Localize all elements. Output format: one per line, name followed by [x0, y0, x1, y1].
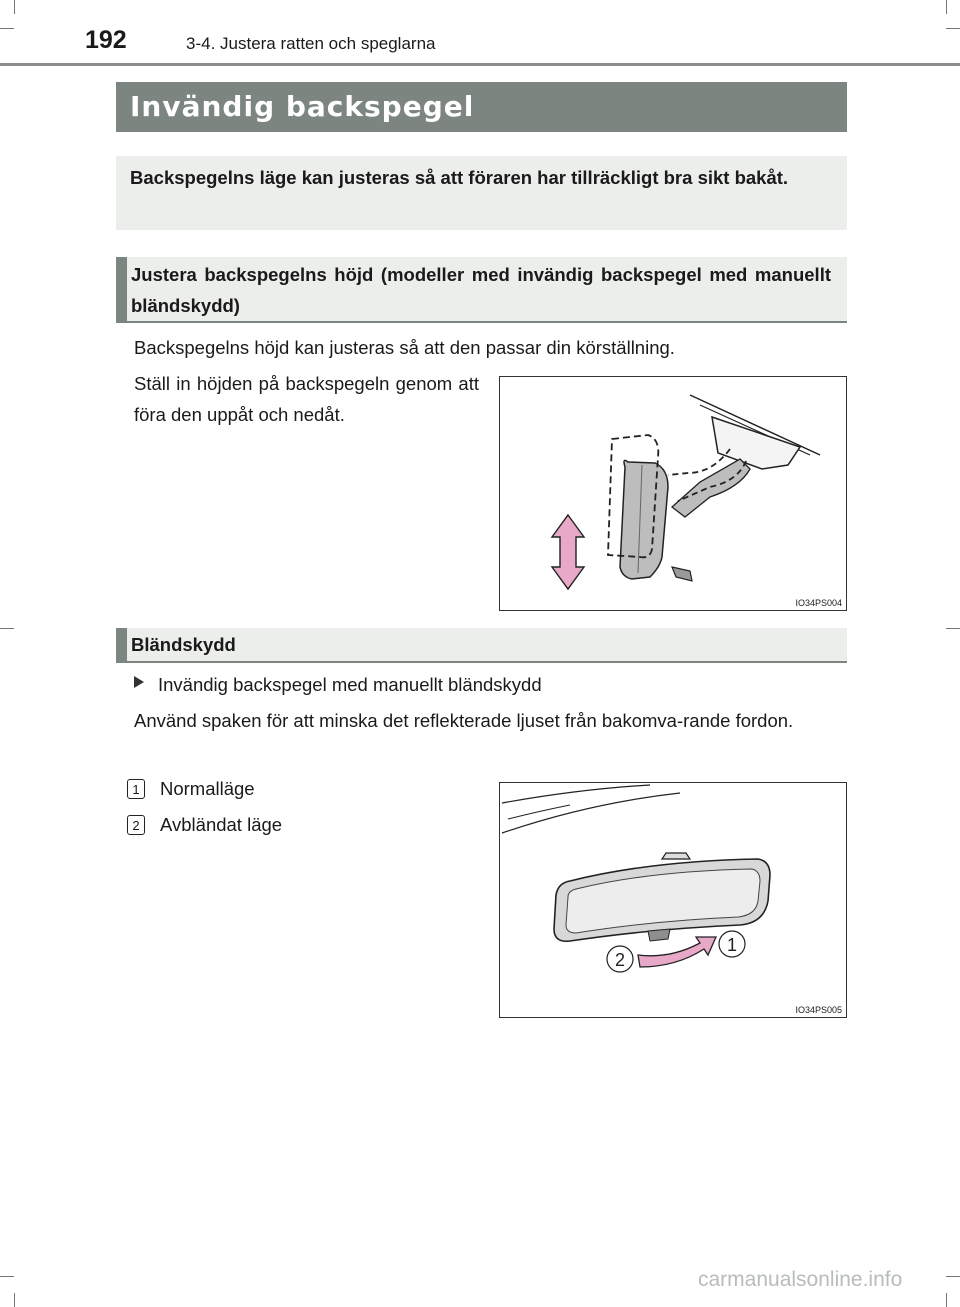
subheading-height: Justera backspegelns höjd (modeller med invändig backspegel med manuellt bländskydd) — [131, 264, 831, 316]
page-title: Invändig backspegel — [130, 90, 475, 123]
figure-code: IO34PS005 — [795, 1005, 842, 1015]
page-number: 192 — [85, 26, 127, 54]
callout-2: 2 — [614, 950, 626, 970]
paragraph-height-instruction: Ställ in höjden på backspegeln genom att föra den uppåt och nedåt. — [134, 373, 479, 425]
marker-2: 2 — [127, 815, 145, 835]
crop-mark — [946, 628, 960, 629]
figure-code: IO34PS004 — [795, 598, 842, 608]
crop-mark — [0, 28, 14, 29]
crop-mark — [0, 1276, 14, 1277]
subheading-box-height — [116, 257, 847, 323]
watermark: carmanualsonline.info — [698, 1268, 903, 1291]
mirror-height-illustration — [500, 377, 846, 610]
page-title-bar — [116, 82, 847, 132]
paragraph-height-intro: Backspegelns höjd kan justeras så att den passar din körställning. — [134, 337, 675, 358]
intro-box — [116, 156, 847, 230]
marker-1: 1 — [127, 779, 145, 799]
crop-mark — [14, 1293, 15, 1307]
antiglare-illustration — [500, 783, 846, 1017]
callout-1: 1 — [726, 935, 738, 955]
bullet-text: Invändig backspegel med manuellt bländskydd — [158, 674, 542, 695]
section-header: 3-4. Justera ratten och speglarna — [186, 34, 436, 53]
crop-mark — [946, 1293, 947, 1307]
bullet-triangle-icon — [134, 676, 144, 688]
subheading-box-glare — [116, 628, 847, 663]
crop-mark — [946, 28, 960, 29]
crop-mark — [14, 0, 15, 14]
item-label-normal: Normalläge — [160, 778, 255, 799]
intro-text: Backspegelns läge kan justeras så att föraren har tillräckligt bra sikt bakåt. — [130, 167, 789, 188]
subheading-glare: Bländskydd — [131, 634, 236, 655]
figure-mirror-height — [499, 376, 847, 611]
figure-antiglare — [499, 782, 847, 1018]
item-label-dimmed: Avbländat läge — [160, 814, 283, 835]
crop-mark — [0, 628, 14, 629]
crop-mark — [946, 1276, 960, 1277]
paragraph-glare: Använd spaken för att minska det reflekterade ljuset från bakomva-rande fordon. — [134, 710, 794, 731]
crop-mark — [946, 0, 947, 14]
header-divider — [0, 63, 960, 66]
